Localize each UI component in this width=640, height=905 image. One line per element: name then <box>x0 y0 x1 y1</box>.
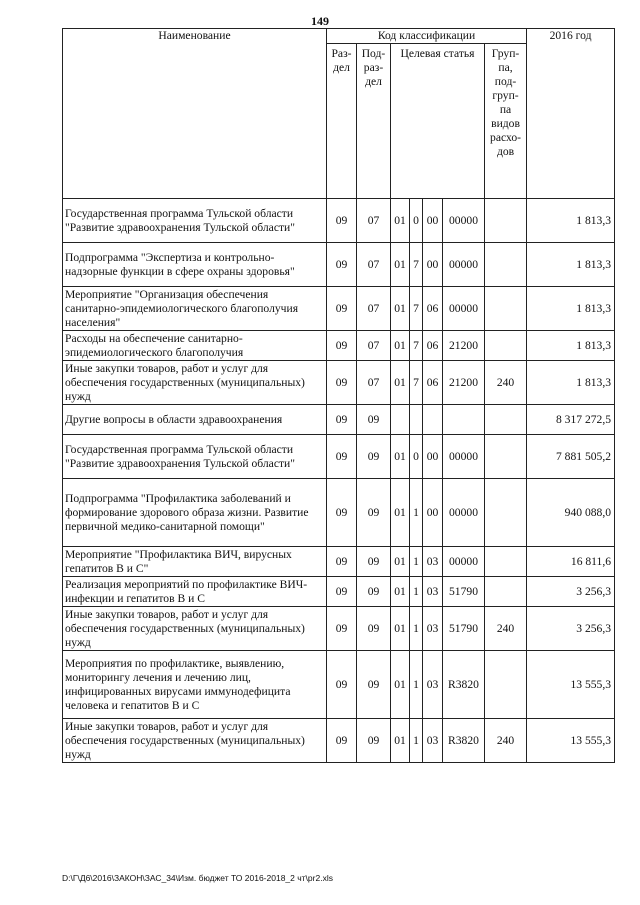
row-target-direction: 00000 <box>443 199 485 243</box>
row-amount: 3 256,3 <box>527 577 615 607</box>
row-target-direction: 51790 <box>443 607 485 651</box>
row-target-event: 03 <box>423 607 443 651</box>
row-target-direction: 00000 <box>443 435 485 479</box>
table-row <box>63 361 615 405</box>
row-section: 09 <box>327 243 357 287</box>
row-target-subprogram: 7 <box>410 243 423 287</box>
row-subsection: 07 <box>357 243 391 287</box>
header-section: Раз- дел <box>327 44 357 199</box>
row-target-program: 01 <box>391 607 410 651</box>
row-target-event <box>423 405 443 435</box>
row-target-direction: 00000 <box>443 479 485 547</box>
row-target-program: 01 <box>391 361 410 405</box>
row-target-event: 00 <box>423 243 443 287</box>
row-subsection: 09 <box>357 479 391 547</box>
row-target-direction: R3820 <box>443 651 485 719</box>
row-target-event: 03 <box>423 719 443 763</box>
row-name: Иные закупки товаров, работ и услуг для обеспечения государственных (муниципальных) нужд <box>63 719 327 763</box>
row-section: 09 <box>327 651 357 719</box>
row-target-direction <box>443 405 485 435</box>
header-name: Наименование <box>63 29 327 199</box>
row-target-event: 03 <box>423 577 443 607</box>
row-target-program: 01 <box>391 331 410 361</box>
row-name: Подпрограмма "Профилактика заболеваний и формирование здорового образа жизни. Развитие первичной медико-санитарной помощи" <box>63 479 327 547</box>
row-amount: 16 811,6 <box>527 547 615 577</box>
row-target-subprogram: 1 <box>410 651 423 719</box>
row-target-direction: 00000 <box>443 243 485 287</box>
row-amount: 7 881 505,2 <box>527 435 615 479</box>
row-target-event: 00 <box>423 199 443 243</box>
header-subsection: Под- раз- дел <box>357 44 391 199</box>
row-section: 09 <box>327 547 357 577</box>
table-row <box>63 199 615 243</box>
row-name: Иные закупки товаров, работ и услуг для обеспечения государственных (муниципальных) нужд <box>63 361 327 405</box>
row-name: Другие вопросы в области здравоохранения <box>63 405 327 435</box>
row-target-program: 01 <box>391 719 410 763</box>
row-expense-type <box>485 199 527 243</box>
row-subsection: 09 <box>357 651 391 719</box>
row-target-event: 00 <box>423 479 443 547</box>
row-target-direction: R3820 <box>443 719 485 763</box>
row-subsection: 09 <box>357 577 391 607</box>
table-row <box>63 577 615 607</box>
row-amount: 1 813,3 <box>527 331 615 361</box>
row-name: Государственная программа Тульской области "Развитие здравоохранения Тульской области" <box>63 199 327 243</box>
row-expense-type: 240 <box>485 719 527 763</box>
row-section: 09 <box>327 719 357 763</box>
row-target-subprogram: 1 <box>410 719 423 763</box>
row-expense-type: 240 <box>485 607 527 651</box>
row-target-subprogram: 7 <box>410 287 423 331</box>
row-amount: 13 555,3 <box>527 719 615 763</box>
row-expense-type <box>485 435 527 479</box>
table-row <box>63 719 615 763</box>
row-amount: 8 317 272,5 <box>527 405 615 435</box>
table-row <box>63 331 615 361</box>
row-target-direction: 00000 <box>443 287 485 331</box>
row-expense-type: 240 <box>485 361 527 405</box>
row-name: Государственная программа Тульской области "Развитие здравоохранения Тульской области" <box>63 435 327 479</box>
row-target-program: 01 <box>391 243 410 287</box>
row-expense-type <box>485 243 527 287</box>
row-target-direction: 21200 <box>443 361 485 405</box>
header-code: Код классификации <box>327 29 527 44</box>
table-row <box>63 651 615 719</box>
row-name: Мероприятие "Профилактика ВИЧ, вирусных гепатитов В и С" <box>63 547 327 577</box>
row-amount: 3 256,3 <box>527 607 615 651</box>
row-expense-type <box>485 577 527 607</box>
row-subsection: 09 <box>357 405 391 435</box>
row-target-program: 01 <box>391 651 410 719</box>
row-amount: 1 813,3 <box>527 287 615 331</box>
row-expense-type <box>485 479 527 547</box>
row-name: Реализация мероприятий по профилактике ВИЧ-инфекции и гепатитов В и С <box>63 577 327 607</box>
row-subsection: 07 <box>357 287 391 331</box>
row-amount: 940 088,0 <box>527 479 615 547</box>
row-subsection: 09 <box>357 607 391 651</box>
row-target-program: 01 <box>391 287 410 331</box>
table-row <box>63 479 615 547</box>
row-subsection: 07 <box>357 199 391 243</box>
table-row <box>63 287 615 331</box>
row-target-event: 03 <box>423 651 443 719</box>
row-name: Расходы на обеспечение санитарно-эпидемиологического благополучия <box>63 331 327 361</box>
row-target-direction: 51790 <box>443 577 485 607</box>
row-target-program: 01 <box>391 435 410 479</box>
row-target-program: 01 <box>391 577 410 607</box>
header-year: 2016 год <box>527 29 615 199</box>
row-expense-type <box>485 405 527 435</box>
budget-table <box>62 28 615 763</box>
table-row <box>63 435 615 479</box>
row-target-event: 06 <box>423 331 443 361</box>
row-subsection: 09 <box>357 547 391 577</box>
row-target-program: 01 <box>391 479 410 547</box>
row-section: 09 <box>327 405 357 435</box>
row-amount: 1 813,3 <box>527 243 615 287</box>
row-target-subprogram: 1 <box>410 479 423 547</box>
row-target-subprogram: 1 <box>410 607 423 651</box>
row-target-subprogram: 1 <box>410 577 423 607</box>
row-target-event: 06 <box>423 361 443 405</box>
row-expense-type <box>485 651 527 719</box>
header-target: Целевая статья <box>391 44 485 199</box>
row-target-event: 06 <box>423 287 443 331</box>
row-section: 09 <box>327 199 357 243</box>
row-section: 09 <box>327 287 357 331</box>
row-name: Мероприятия по профилактике, выявлению, мониторингу лечения и лечению лиц, инфицированных вирусами иммунодефицита человека и гепатитов В и С <box>63 651 327 719</box>
row-target-subprogram: 1 <box>410 547 423 577</box>
row-amount: 1 813,3 <box>527 361 615 405</box>
row-subsection: 09 <box>357 719 391 763</box>
row-target-program <box>391 405 410 435</box>
row-amount: 1 813,3 <box>527 199 615 243</box>
row-section: 09 <box>327 331 357 361</box>
row-name: Иные закупки товаров, работ и услуг для обеспечения государственных (муниципальных) нужд <box>63 607 327 651</box>
header-group: Груп- па, под- груп- па видов расхо- дов <box>485 44 527 199</box>
row-section: 09 <box>327 435 357 479</box>
row-target-subprogram <box>410 405 423 435</box>
row-section: 09 <box>327 361 357 405</box>
row-subsection: 07 <box>357 331 391 361</box>
row-subsection: 09 <box>357 435 391 479</box>
footer-file-path: D:\Г\Д6\2016\ЗАКОН\ЗАС_34\Изм. бюджет ТО 2016-2018_2 чт\pr2.xls <box>62 873 333 883</box>
table-row <box>63 607 615 651</box>
row-section: 09 <box>327 479 357 547</box>
row-target-direction: 00000 <box>443 547 485 577</box>
row-target-direction: 21200 <box>443 331 485 361</box>
row-target-event: 00 <box>423 435 443 479</box>
table-row <box>63 547 615 577</box>
row-expense-type <box>485 331 527 361</box>
row-target-subprogram: 0 <box>410 435 423 479</box>
row-section: 09 <box>327 607 357 651</box>
row-expense-type <box>485 547 527 577</box>
row-target-program: 01 <box>391 547 410 577</box>
row-section: 09 <box>327 577 357 607</box>
row-name: Мероприятие "Организация обеспечения санитарно-эпидемиологического благополучия населения" <box>63 287 327 331</box>
row-target-subprogram: 0 <box>410 199 423 243</box>
row-target-event: 03 <box>423 547 443 577</box>
row-target-subprogram: 7 <box>410 361 423 405</box>
row-amount: 13 555,3 <box>527 651 615 719</box>
table-row <box>63 243 615 287</box>
table-row <box>63 405 615 435</box>
row-target-program: 01 <box>391 199 410 243</box>
row-expense-type <box>485 287 527 331</box>
page-number: 149 <box>311 14 329 28</box>
row-target-subprogram: 7 <box>410 331 423 361</box>
row-subsection: 07 <box>357 361 391 405</box>
row-name: Подпрограмма "Экспертиза и контрольно-надзорные функции в сфере охраны здоровья" <box>63 243 327 287</box>
